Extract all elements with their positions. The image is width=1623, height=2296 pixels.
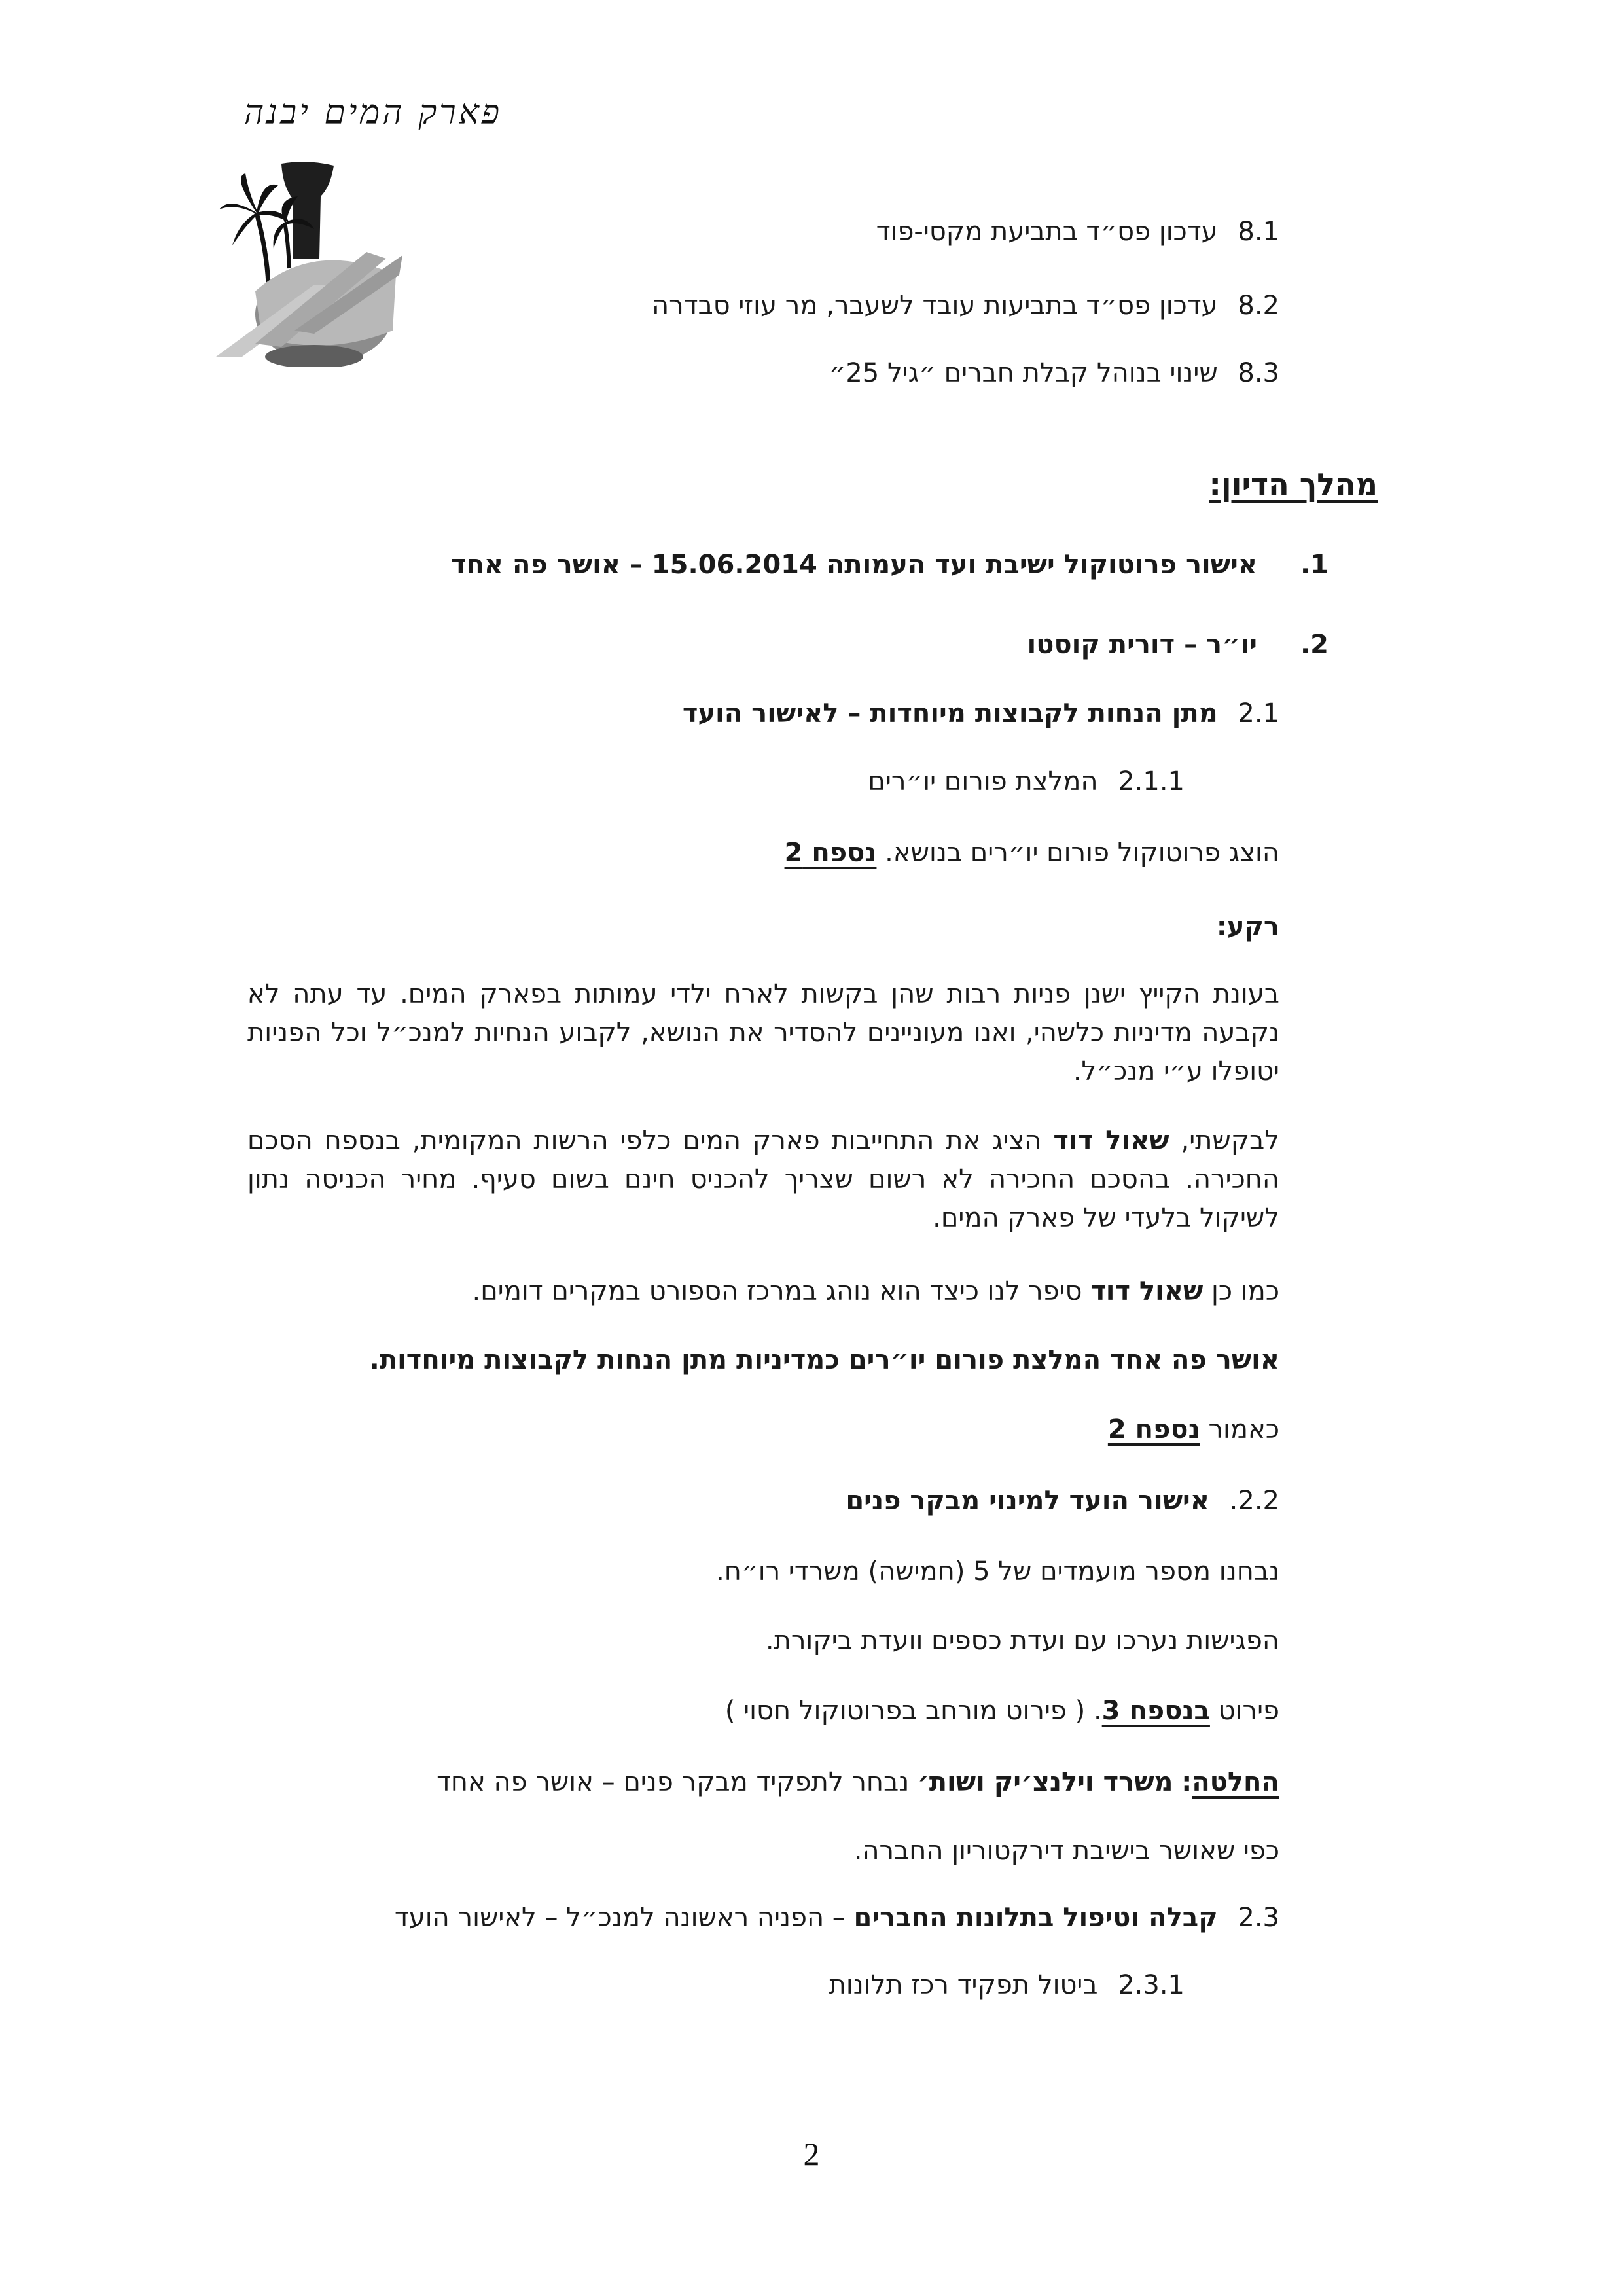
- item-text: יו״ר – דורית קוסטו: [1027, 630, 1258, 660]
- item-number: 2.3: [1238, 1903, 1279, 1933]
- as-stated-line: [1108, 1411, 1279, 1448]
- approval-statement: אושר פה אחד המלצת פורום יו״רים כמדיניות מתן הנחות לקבוצות מיוחדות.: [369, 1345, 1279, 1375]
- item-number: 8.1: [1238, 217, 1279, 247]
- agenda-item-8-2: [652, 287, 1279, 324]
- item-text: שינוי בנוהל קבלת חברים ״גיל 25״: [829, 358, 1218, 388]
- decision-colon: :: [1181, 1767, 1192, 1797]
- appendix-link[interactable]: נספח 2: [1107, 1414, 1200, 1444]
- subsection-2-3-1: [829, 1967, 1185, 2003]
- decision-line-2: כפי שאושר בישיבת דירקטוריון החברה.: [853, 1836, 1279, 1866]
- agenda-item-8-1: [876, 213, 1279, 250]
- item-text: ביטול תפקיד רכז תלונות: [829, 1970, 1098, 2000]
- agenda-item-8-3: [829, 355, 1279, 391]
- subsection-2-1: [683, 695, 1279, 732]
- item-text: המלצת פורום יו״רים: [868, 766, 1098, 797]
- meetings-line: הפגישות נערכו עם ועדת כספים וועדת ביקורת.: [765, 1626, 1279, 1656]
- subsection-2-1-1: [868, 763, 1185, 800]
- item-number: 1.: [1300, 550, 1329, 580]
- background-paragraph-3: [473, 1273, 1280, 1310]
- item-title: מתן הנחות לקבוצות מיוחדות – לאישור הועד: [682, 698, 1218, 728]
- item-number: 8.3: [1238, 358, 1279, 388]
- background-label: רקע:: [1216, 912, 1279, 942]
- org-title: פארק המים יבנה: [243, 93, 503, 132]
- item-number: 2.1.1: [1118, 766, 1185, 797]
- para-text: הציג את התחייבות פארק המים כלפי הרשות המקומית, בנספח הסכם החכירה. בהסכם החכירה לא רשום שצריך להכניס חינם בשום סעיף. מחיר הכניסה נתון לשיקול בלעדי של פארק המים.: [247, 1126, 1279, 1233]
- details-line: [725, 1693, 1279, 1729]
- firm-name: משרד וילנצ׳יק ושות׳: [917, 1767, 1173, 1797]
- section-heading: מהלך הדיון:: [1209, 467, 1378, 502]
- subsection-2-2: [846, 1482, 1279, 1519]
- background-paragraph-1: בעונת הקייץ ישנן פניות רבות שהן בקשות לארח ילדי עמותות בפארק המים. עד עתה לא נקבעה מדיניות כלשהי, ואנו מעוניינים להסדיר את הנושא, לקבוע הנחיות למנכ״ל וכל הפניות יטופלו ע״י מנכ״ל.: [247, 979, 1279, 1086]
- item-number: 2.3.1: [1118, 1970, 1185, 2000]
- item-title: אישור הועד למינוי מבקר פנים: [846, 1486, 1209, 1516]
- subsection-2-3: [395, 1899, 1279, 1936]
- item-text: עדכון פס״ד בתביעות עובד לשעבר, מר עוזי סבדרה: [652, 291, 1218, 321]
- item-text: – הפניה ראשונה למנכ״ל – לאישור הועד: [394, 1903, 846, 1933]
- background-paragraph-2: [247, 1122, 1279, 1238]
- discussion-item-2: [1027, 626, 1329, 663]
- as-stated-text: כאמור: [1208, 1414, 1279, 1444]
- para-text: כמו כן: [1211, 1276, 1279, 1306]
- para-text: לבקשתי,: [1181, 1126, 1280, 1156]
- presented-text: הוצג פרוטוקול פורום יו״רים בנושא.: [885, 838, 1279, 868]
- person-name: שאול דוד: [1090, 1276, 1204, 1306]
- person-name: שאול דוד: [1053, 1126, 1169, 1156]
- item-title: קבלה וטיפול בתלונות החברים: [853, 1903, 1218, 1933]
- details-text: . ( פירוט מורחב בפרוטוקול חסוי ): [724, 1696, 1102, 1726]
- item-text: עדכון פס״ד בתביעת מקסי-פוד: [876, 217, 1218, 247]
- park-logo-icon: [216, 160, 402, 367]
- item-text: אישור פרוטוקול ישיבת ועד העמותה 15.06.2014 – אושר פה אחד: [450, 550, 1258, 580]
- item-number: 8.2: [1238, 291, 1279, 321]
- appendix-link[interactable]: בנספח 3: [1101, 1696, 1210, 1726]
- decision-label: החלטה: [1192, 1767, 1279, 1797]
- details-text: פירוט: [1218, 1696, 1279, 1726]
- discussion-item-1: [451, 547, 1329, 583]
- item-number: 2.2.: [1229, 1486, 1279, 1516]
- page-number: 2: [803, 2136, 820, 2172]
- item-number: 2.1: [1238, 698, 1279, 728]
- presented-line: [785, 834, 1279, 871]
- para-text: סיפר לנו כיצד הוא נוהג במרכז הספורט במקרים דומים.: [472, 1276, 1082, 1306]
- decision-text: נבחר לתפקיד מבקר פנים – אושר פה אחד: [437, 1767, 910, 1797]
- decision-line: [437, 1764, 1279, 1801]
- item-number: 2.: [1300, 630, 1329, 660]
- candidates-line: נבחנו מספר מועמדים של 5 (חמישה) משרדי רו״ח.: [716, 1556, 1279, 1587]
- appendix-link[interactable]: נספח 2: [784, 838, 877, 868]
